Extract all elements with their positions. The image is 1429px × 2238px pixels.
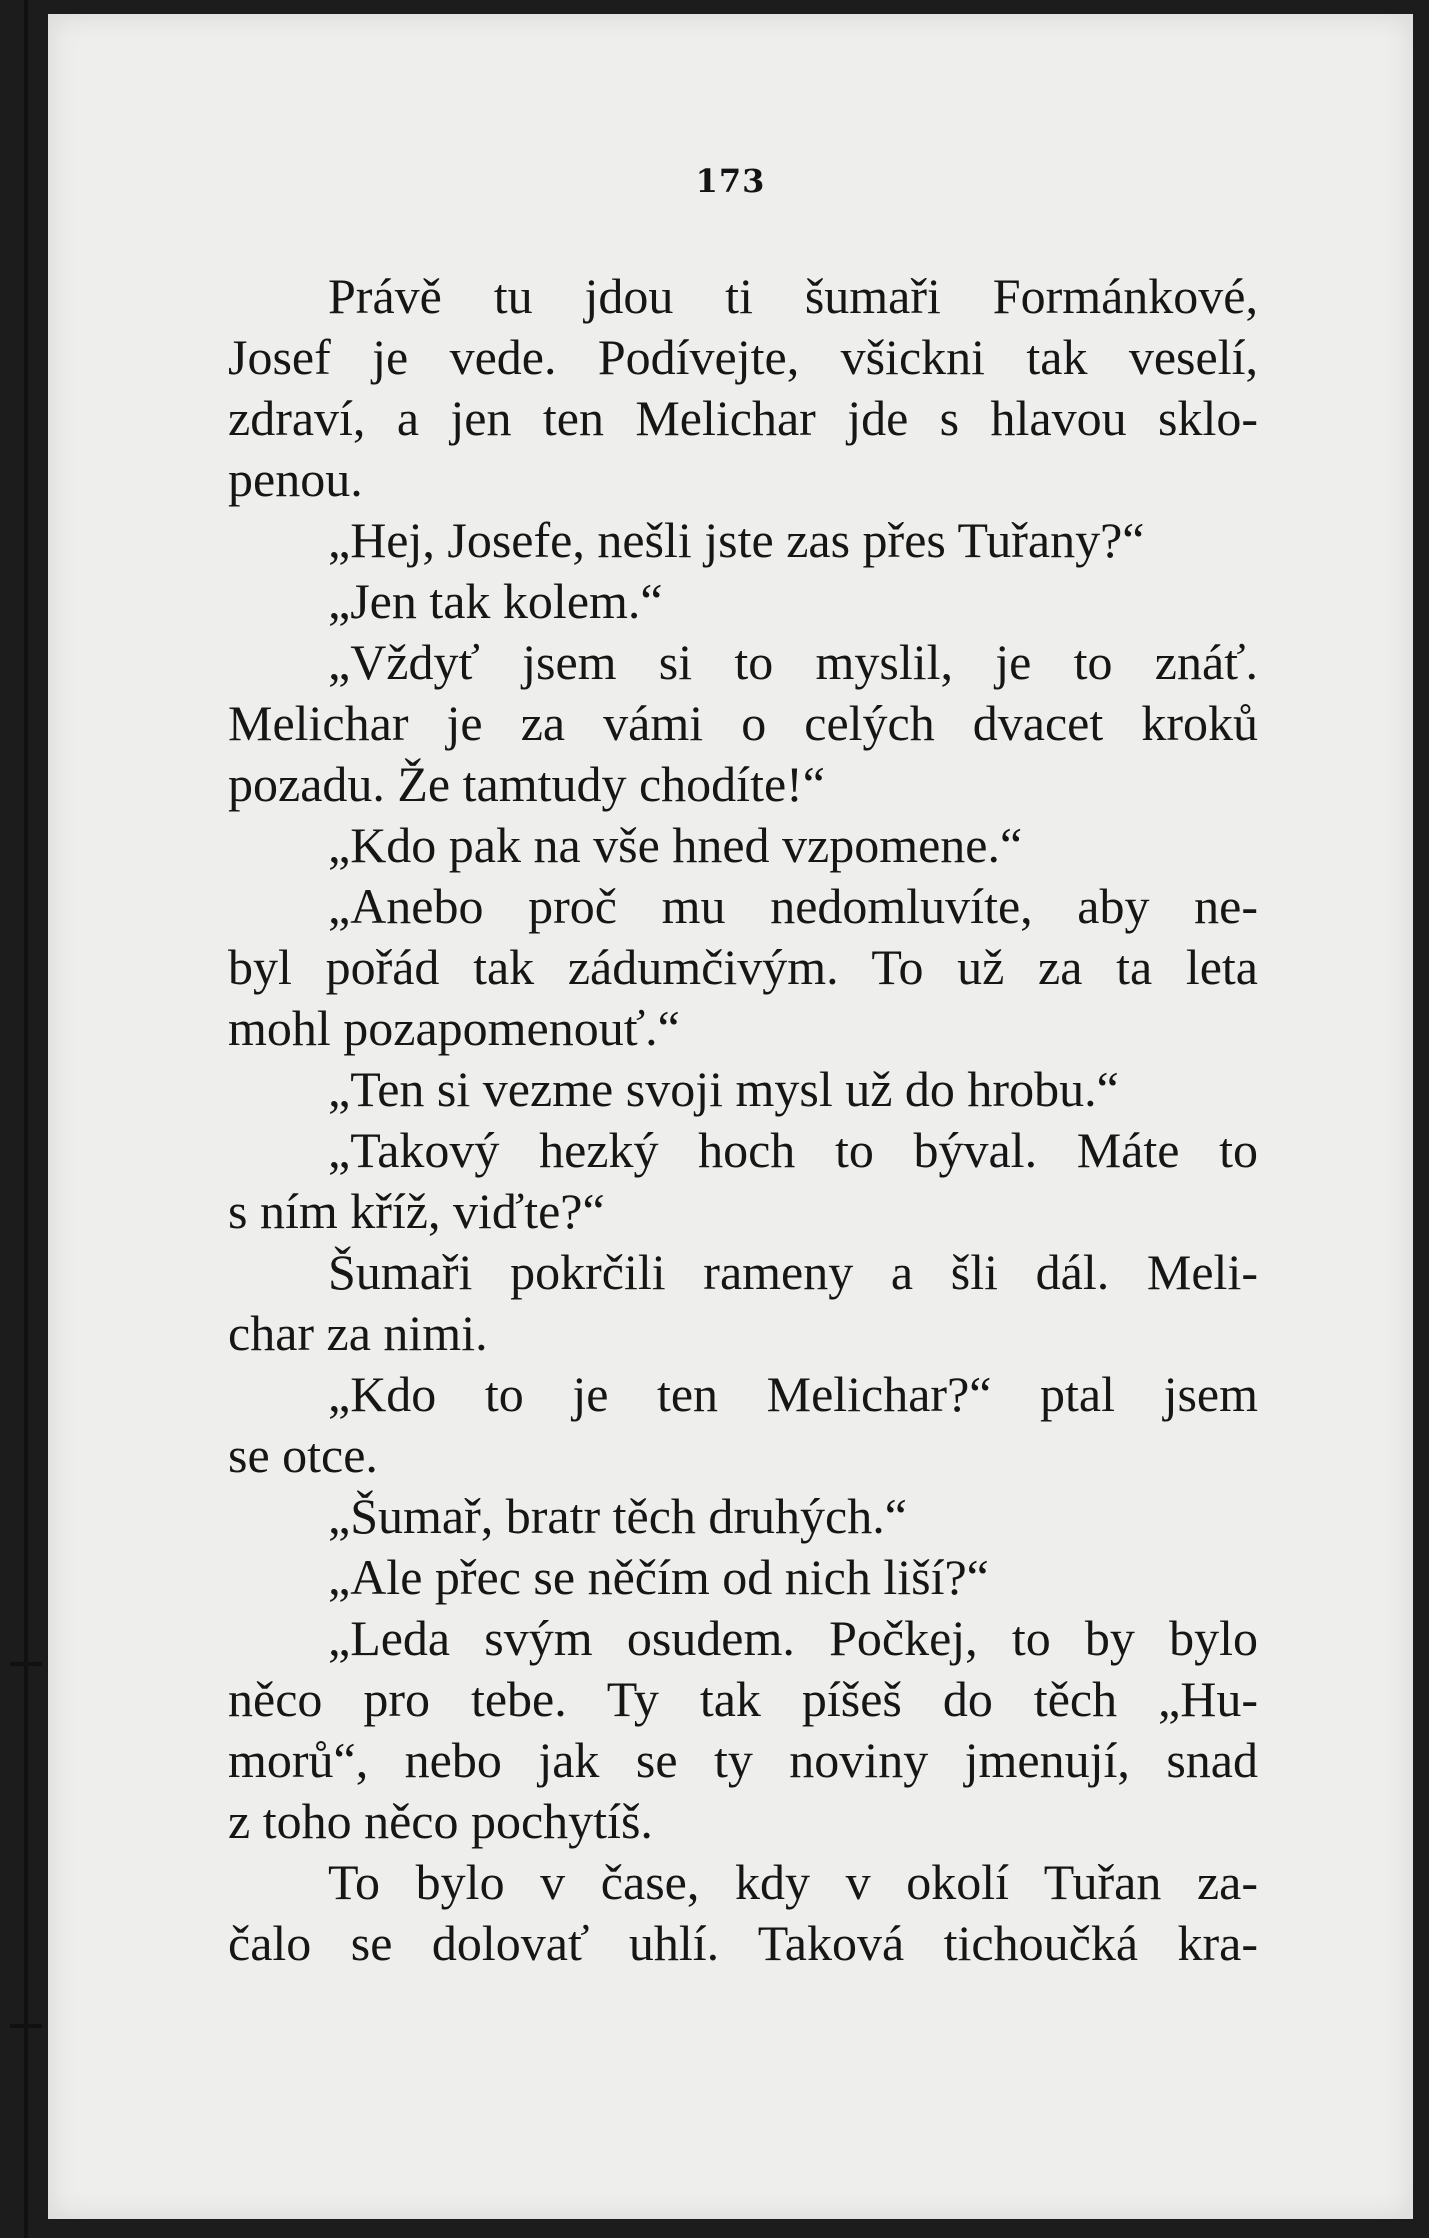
text-line: „Ale přec se něčím od nich liší?“ [328, 1549, 989, 1605]
text-line: byl pořád tak zádumčivým. To už za ta leta [228, 939, 1258, 995]
text-line: penou. [228, 451, 363, 507]
text-line: mohl pozapomenouť.“ [228, 1000, 680, 1056]
text-line: morů“, nebo jak se ty noviny jmenují, snad [228, 1732, 1258, 1788]
text-line: pozadu. Že tamtudy chodíte!“ [228, 756, 825, 812]
text-line: „Šumař, bratr těch druhých.“ [328, 1488, 907, 1544]
text-line: „Vždyť jsem si to myslil, je to znáť. [328, 634, 1258, 690]
text-line: „Leda svým osudem. Počkej, to by bylo [328, 1610, 1258, 1666]
text-line: „Hej, Josefe, nešli jste zas přes Tuřany?“ [328, 512, 1145, 568]
page-number: 173 [695, 162, 766, 200]
text-line: něco pro tebe. Ty tak píšeš do těch „Hu- [228, 1671, 1258, 1727]
text-line: čalo se dolovať uhlí. Taková tichoučká kra- [228, 1915, 1258, 1971]
text-line: „Anebo proč mu nedomluvíte, aby ne- [328, 878, 1258, 934]
book-page [48, 14, 1413, 2219]
text-line: zdraví, a jen ten Melichar jde s hlavou sklo- [228, 390, 1258, 446]
text-line: To bylo v čase, kdy v okolí Tuřan za- [328, 1854, 1258, 1910]
text-line: Melichar je za vámi o celých dvacet kroků [228, 695, 1258, 751]
text-line: se otce. [228, 1427, 378, 1483]
body-text [228, 266, 1258, 1974]
text-line: „Kdo pak na vše hned vzpomene.“ [328, 817, 1023, 873]
text-line: char za nimi. [228, 1305, 488, 1361]
text-line: s ním kříž, viďte?“ [228, 1183, 605, 1239]
text-line: Právě tu jdou ti šumaři Formánkové, [328, 268, 1258, 324]
text-line: Šumaři pokrčili rameny a šli dál. Meli- [328, 1244, 1258, 1300]
text-line: „Ten si vezme svoji mysl už do hrobu.“ [328, 1061, 1119, 1117]
text-line: „Kdo to je ten Melichar?“ ptal jsem [328, 1366, 1258, 1422]
binding-mark [10, 1662, 42, 1666]
text-line: z toho něco pochytíš. [228, 1793, 653, 1849]
text-line: „Jen tak kolem.“ [328, 573, 663, 629]
text-line: Josef je vede. Podívejte, všickni tak veselí, [228, 329, 1258, 385]
binding-mark [10, 2024, 42, 2028]
text-line: „Takový hezký hoch to býval. Máte to [328, 1122, 1258, 1178]
binding-edge [24, 0, 28, 2238]
